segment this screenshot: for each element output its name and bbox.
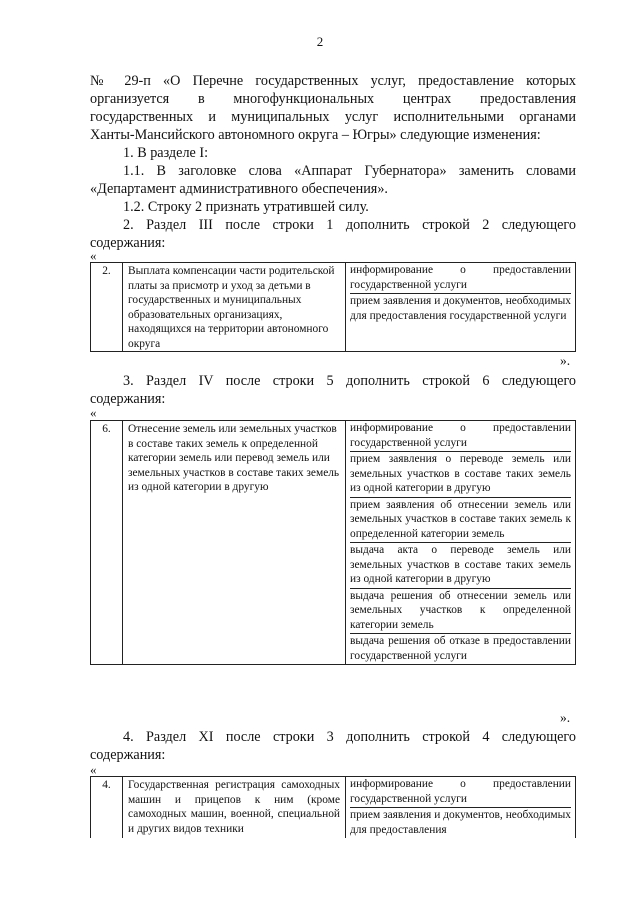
service-action: выдача решения об отнесении земель или земельных участков к определенной категории земель <box>350 589 571 635</box>
paragraph-3: 3. Раздел IV после строки 5 дополнить строкой 6 следующего <box>123 373 576 389</box>
open-quote: « <box>90 762 97 777</box>
service-action: информирование о предоставлении государственной услуги <box>350 777 571 808</box>
intro-line: государственных и муниципальных услуг исполнительными органами <box>90 109 576 125</box>
table-section-4 <box>90 420 576 665</box>
intro-line: № 29-п «О Перечне государственных услуг, предоставление которых <box>90 73 576 89</box>
service-actions <box>346 777 576 839</box>
row-number: 2. <box>91 263 123 352</box>
paragraph-1-1-cont: «Департамент административного обеспечения». <box>90 181 388 197</box>
service-action: прием заявления о переводе земель или земельных участков в составе таких земель из одной категории в другую <box>350 452 571 498</box>
service-actions <box>346 421 576 665</box>
paragraph-2: 2. Раздел III после строки 1 дополнить строкой 2 следующего <box>123 217 576 233</box>
close-quote: ». <box>560 710 571 725</box>
service-action: прием заявления об отнесении земель или земельных участков в составе таких земель к определенной категории земель <box>350 498 571 544</box>
service-actions <box>346 263 576 352</box>
intro-line: организуется в многофункциональных центрах предоставления <box>90 91 576 107</box>
row-number: 4. <box>91 777 123 839</box>
paragraph-4-cont: содержания: <box>90 747 166 763</box>
paragraph-1: 1. В разделе I: <box>123 145 209 161</box>
intro-line: Ханты-Мансийского автономного округа – Югры» следующие изменения: <box>90 127 541 143</box>
service-name: Отнесение земель или земельных участков в составе таких земель к определенной категории земель или перевод земель или земельных участков в составе таких земель из одной категории в другую <box>123 421 346 665</box>
service-name: Государственная регистрация самоходных машин и прицепов к ним (кроме самоходных машин, военной, специальной и других видов техники <box>123 777 346 839</box>
page-number: 2 <box>316 34 324 49</box>
table-section-3 <box>90 262 576 352</box>
table-section-11 <box>90 776 576 838</box>
service-action: прием заявления и документов, необходимых для предоставления <box>350 809 571 836</box>
row-number: 6. <box>91 421 123 665</box>
close-quote: ». <box>560 353 571 368</box>
table-row <box>91 421 576 665</box>
paragraph-2-cont: содержания: <box>90 235 166 251</box>
service-action: выдача решения об отказе в предоставлении государственной услуги <box>350 635 571 662</box>
service-action: информирование о предоставлении государственной услуги <box>350 421 571 452</box>
table-row <box>91 777 576 839</box>
open-quote: « <box>90 405 97 420</box>
paragraph-4: 4. Раздел XI после строки 3 дополнить строкой 4 следующего <box>123 729 576 745</box>
service-action: прием заявления и документов, необходимых для предоставления государственной услуги <box>350 295 571 322</box>
paragraph-3-cont: содержания: <box>90 391 166 407</box>
open-quote: « <box>90 248 97 263</box>
service-action: информирование о предоставлении государственной услуги <box>350 263 571 294</box>
service-name: Выплата компенсации части родительской платы за присмотр и уход за детьми в государственных и муниципальных образовательных организациях, находящихся на территории автономного округа <box>123 263 346 352</box>
paragraph-1-1: 1.1. В заголовке слова «Аппарат Губернатора» заменить словами <box>123 163 576 179</box>
service-action: выдача акта о переводе земель или земельных участков в составе таких земель из одной категории в другую <box>350 543 571 589</box>
paragraph-1-2: 1.2. Строку 2 признать утратившей силу. <box>123 199 369 215</box>
table-row <box>91 263 576 352</box>
